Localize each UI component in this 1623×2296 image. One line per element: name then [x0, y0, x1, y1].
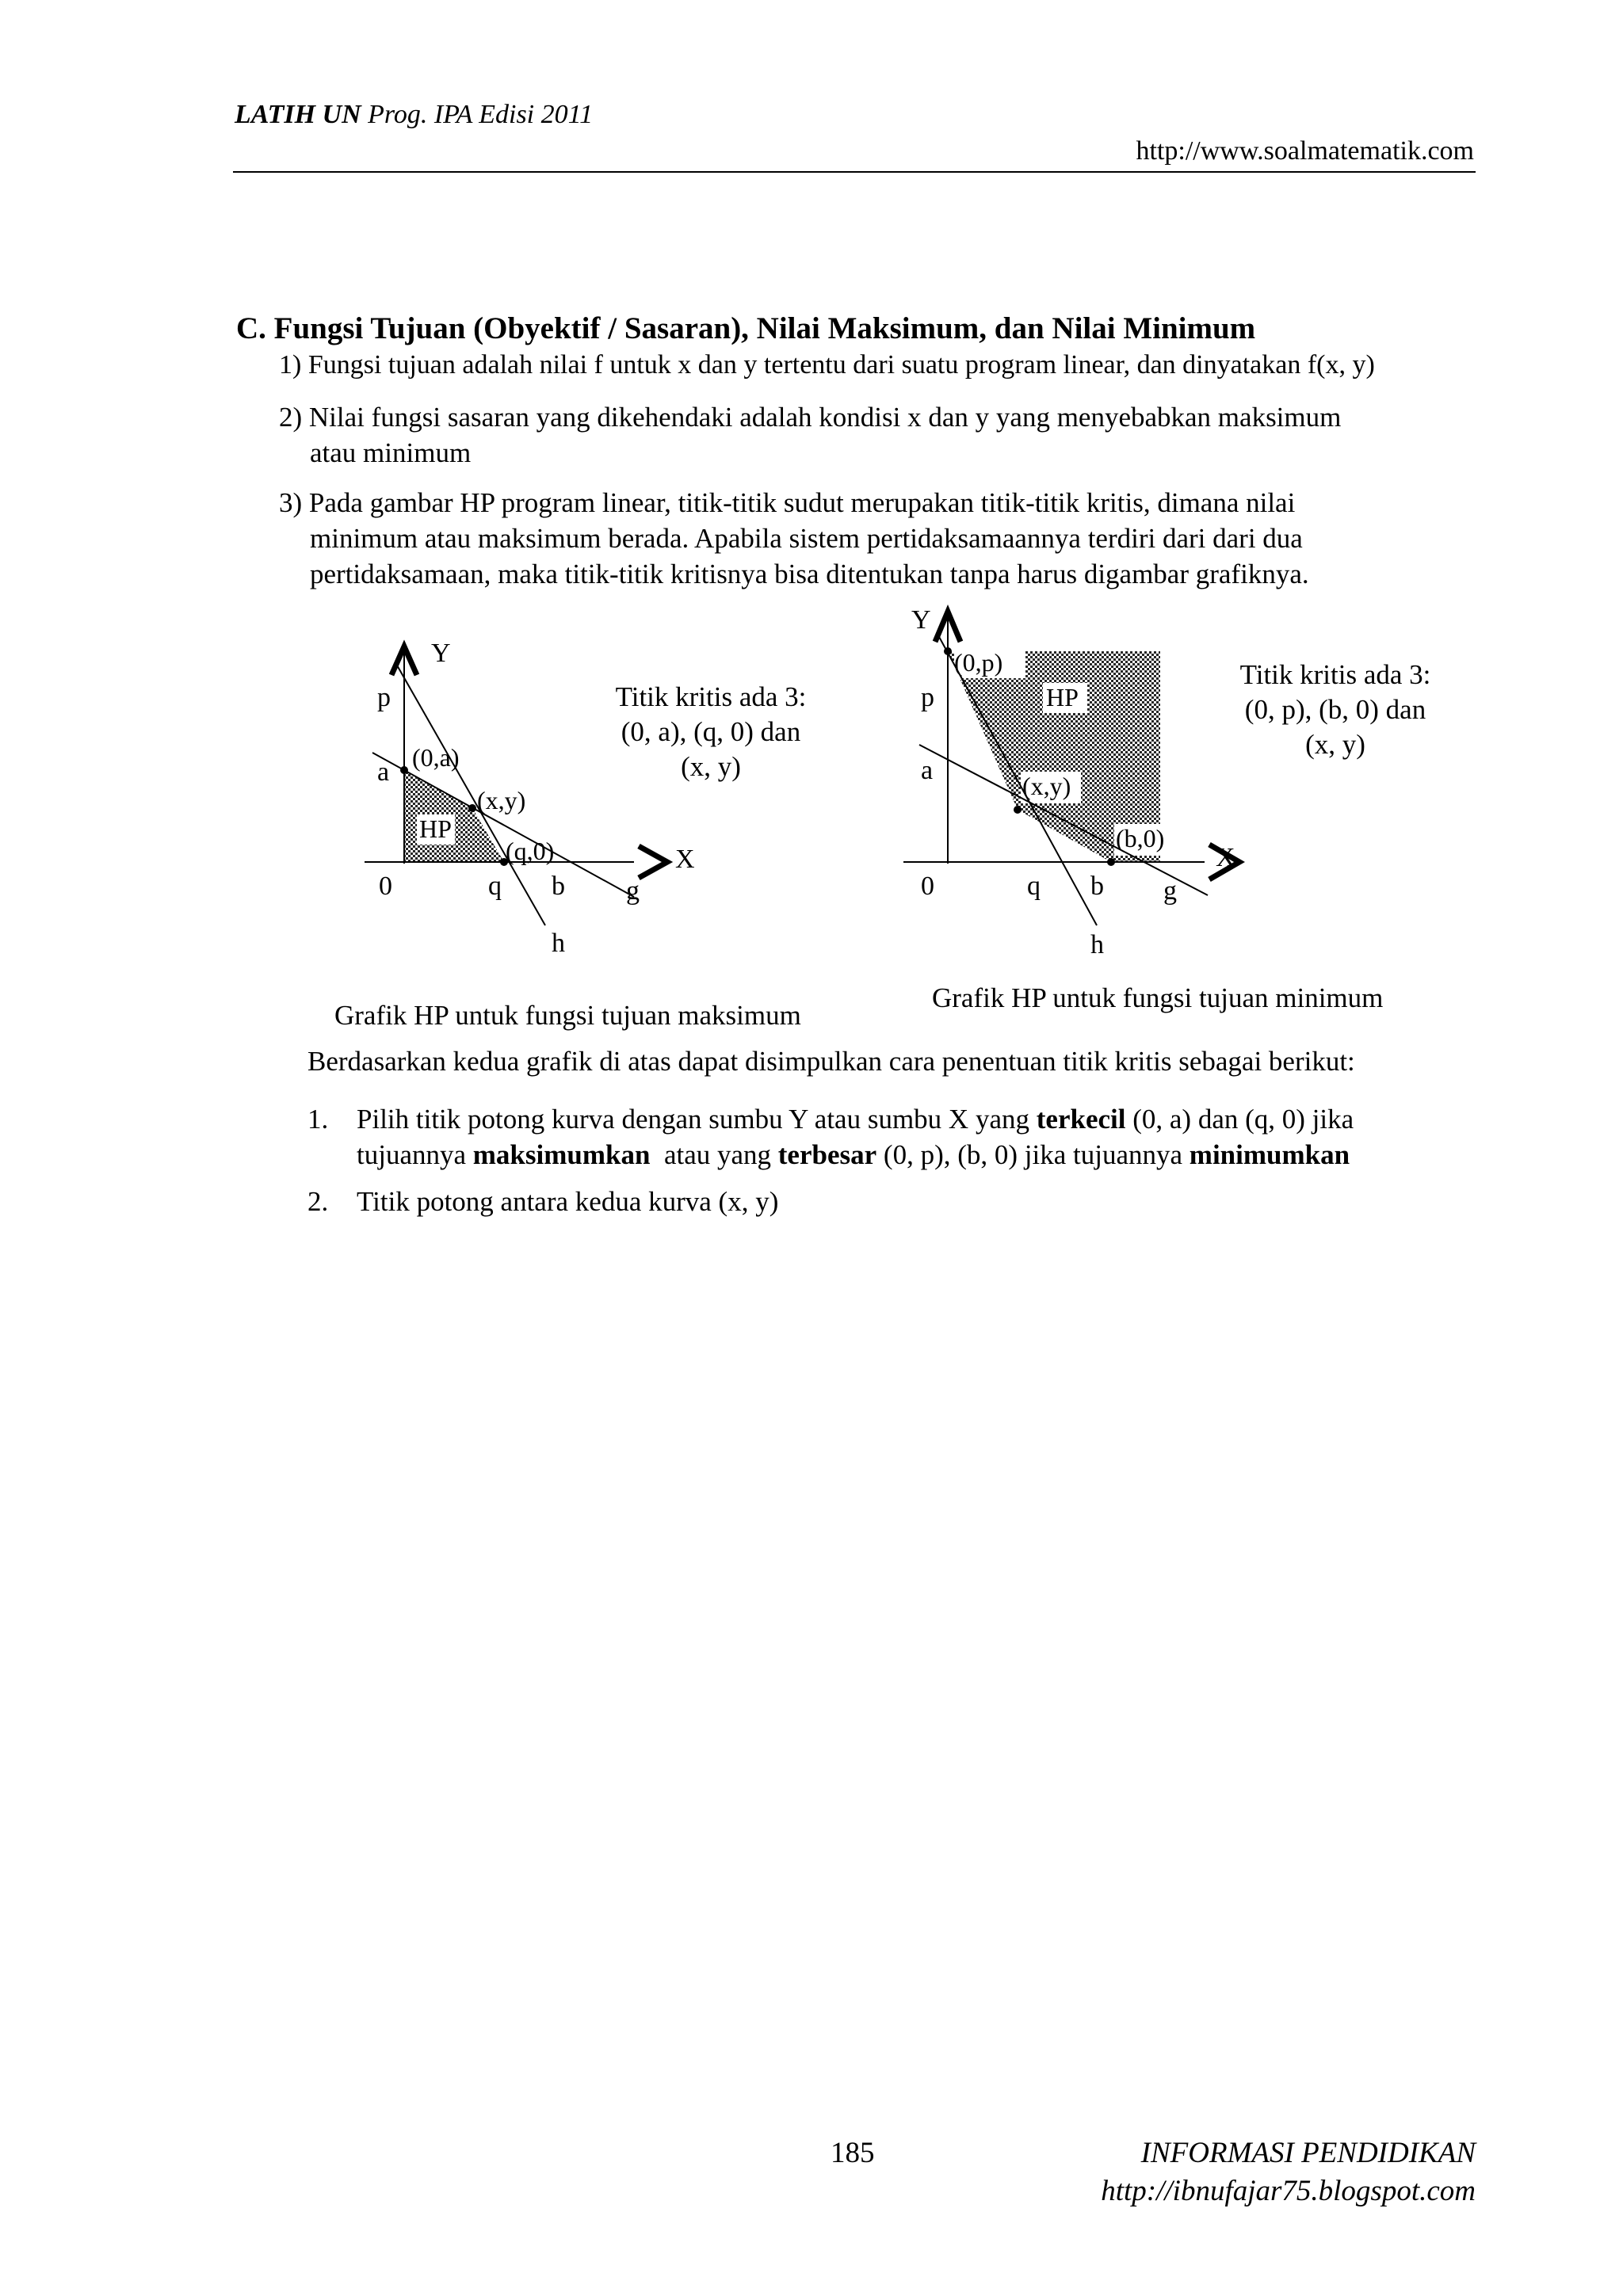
footer-title: INFORMASI PENDIDIKAN: [1140, 2137, 1476, 2169]
conclusion-text: Berdasarkan kedua grafik di atas dapat disimpulkan cara penentuan titik kritis sebagai berikut:: [307, 1046, 1355, 1077]
line-h-label: h: [1090, 930, 1104, 959]
list-item-1-c: (0, a) dan (q, 0) jika: [1125, 1104, 1354, 1135]
note-min-line3: (x, y): [1305, 729, 1365, 760]
axis-x-label: X: [1216, 843, 1235, 872]
section-title: C. Fungsi Tujuan (Obyektif / Sasaran), Nilai Maksimum, dan Nilai Minimum: [236, 311, 1256, 345]
label-b0: (b,0): [1116, 824, 1165, 852]
axis-x-label: X: [675, 845, 695, 874]
list-item-1-a: Pilih titik potong kurva dengan sumbu Y atau sumbu X yang: [357, 1104, 1037, 1135]
header-title-rest: Prog. IPA Edisi 2011: [361, 100, 594, 129]
critical-points-note-min: [1205, 658, 1466, 762]
point-3-line2: minimum atau maksimum berada. Apabila sistem pertidaksamaannya terdiri dari dari dua: [310, 523, 1303, 554]
line-g-label: g: [626, 876, 640, 906]
graph-min: [888, 594, 1474, 1006]
point-3: [279, 485, 1309, 592]
point-xy: [468, 804, 476, 812]
tick-p: p: [377, 683, 391, 712]
list-item-1-minimumkan: minimumkan: [1189, 1139, 1350, 1170]
list-item-1-terbesar: terbesar: [777, 1139, 877, 1170]
hp-label: HP: [1046, 683, 1079, 711]
line-h-label: h: [552, 929, 565, 958]
point-3-line1: 3) Pada gambar HP program linear, titik-titik sudut merupakan titik-titik kritis, dimana nilai: [279, 487, 1296, 518]
graph-max-svg: [349, 610, 856, 1006]
list-item-1-d: tujuannya: [357, 1139, 473, 1170]
list-item-1-h: (0, p), (b, 0) jika tujuannya: [876, 1139, 1190, 1170]
caption-min: Grafik HP untuk fungsi tujuan minimum: [932, 982, 1384, 1013]
note-min-line1: Titik kritis ada 3:: [1239, 659, 1431, 690]
tick-a: a: [921, 756, 934, 785]
graph-max: [349, 610, 856, 1006]
origin-label: 0: [921, 871, 934, 901]
list-item-1-terkecil: terkecil: [1036, 1104, 1126, 1135]
page-number: 185: [831, 2137, 875, 2169]
point-3-line3: pertidaksamaan, maka titik-titik kritisnya bisa ditentukan tanpa harus digambar grafiknya.: [310, 559, 1309, 589]
point-0p: [944, 647, 952, 655]
note-min-line2: (0, p), (b, 0) dan: [1244, 694, 1426, 725]
point-0a: [400, 766, 408, 774]
header-divider: [233, 171, 1476, 173]
axis-y-label: Y: [911, 605, 931, 635]
axis-y-label: Y: [431, 639, 451, 668]
list-item-1: [307, 1101, 1354, 1173]
label-0p: (0,p): [954, 648, 1003, 677]
tick-q: q: [488, 871, 502, 901]
list-item-2-number: 2.: [307, 1186, 329, 1217]
point-1: 1) Fungsi tujuan adalah nilai f untuk x dan y tertentu dari suatu program linear, dan dinyatakan f(x, y): [279, 350, 1375, 379]
point-2-line1: 2) Nilai fungsi sasaran yang dikehendaki adalah kondisi x dan y yang menyebabkan maksimum: [279, 402, 1342, 433]
tick-a: a: [377, 757, 390, 787]
tick-q: q: [1027, 871, 1041, 901]
critical-points-note-max: [580, 680, 842, 784]
header-title: [235, 100, 593, 130]
tick-b: b: [1090, 871, 1104, 901]
label-xy: (x,y): [477, 786, 526, 814]
list-item-1-maksimumkan: maksimumkan: [472, 1139, 651, 1170]
list-item-1-line2: [307, 1137, 1354, 1173]
list-item-2-text: Titik potong antara kedua kurva (x, y): [357, 1186, 779, 1217]
header-title-bold: LATIH UN: [235, 100, 361, 129]
origin-label: 0: [379, 871, 392, 901]
note-max-line1: Titik kritis ada 3:: [615, 681, 807, 712]
point-2-line2: atau minimum: [310, 437, 472, 468]
list-item-1-number: 1.: [307, 1104, 329, 1135]
note-max-line3: (x, y): [681, 751, 741, 782]
footer-url[interactable]: http://ibnufajar75.blogspot.com: [1101, 2175, 1476, 2207]
label-q0: (q,0): [506, 837, 555, 865]
caption-max: Grafik HP untuk fungsi tujuan maksimum: [334, 1000, 801, 1031]
point-2: [279, 399, 1341, 471]
header-url[interactable]: http://www.soalmatematik.com: [1136, 136, 1474, 166]
label-xy: (x,y): [1022, 772, 1071, 800]
list-item-1-f: atau yang: [650, 1139, 778, 1170]
point-xy: [1014, 806, 1022, 814]
list-item-2: [307, 1184, 778, 1219]
tick-b: b: [552, 871, 565, 901]
label-0a: (0,a): [412, 743, 460, 772]
point-b0: [1107, 858, 1115, 866]
note-max-line2: (0, a), (q, 0) dan: [621, 716, 801, 747]
hp-label: HP: [419, 814, 452, 843]
x-axis-arrow: [639, 846, 667, 878]
line-g-label: g: [1163, 876, 1177, 906]
tick-p: p: [921, 683, 934, 712]
